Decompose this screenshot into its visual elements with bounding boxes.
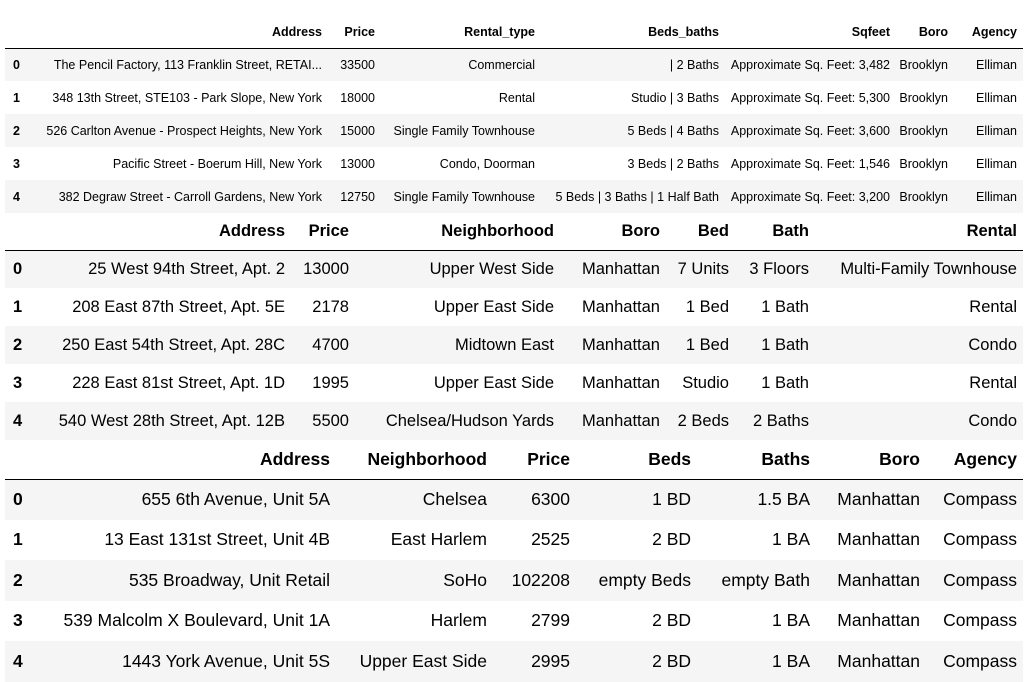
cell-beds-baths: | 2 Baths (669, 57, 719, 72)
cell-bed: 1 Bed (685, 297, 729, 316)
table-row (5, 288, 1023, 326)
cell-address: 526 Carlton Avenue - Prospect Heights, New York (46, 123, 322, 138)
cell-neighborhood: Upper East Side (433, 297, 554, 316)
row-index: 1 (13, 90, 20, 105)
column-header-bath: Bath (735, 214, 815, 250)
cell-boro: Brooklyn (899, 156, 948, 171)
cell-address: 540 West 28th Street, Apt. 12B (58, 411, 285, 430)
cell-bath: 1 Bath (761, 335, 809, 354)
cell-rental-type: Single Family Townhouse (393, 123, 535, 138)
column-header-rental: Rental (815, 214, 1023, 250)
column-header-price: Price (291, 214, 355, 250)
column-header-neighborhood: Neighborhood (355, 214, 560, 250)
cell-bath: 3 Floors (749, 259, 809, 278)
cell-price: 13000 (303, 259, 349, 278)
cell-rental: Multi-Family Townhouse (840, 259, 1017, 278)
cell-price: 6300 (531, 489, 570, 509)
cell-neighborhood: Chelsea (422, 489, 487, 509)
cell-price: 2525 (531, 529, 570, 550)
cell-address: 539 Malcolm X Boulevard, Unit 1A (63, 610, 330, 631)
table-row (5, 326, 1023, 364)
cell-neighborhood: Harlem (430, 610, 487, 631)
cell-neighborhood: SoHo (443, 569, 487, 590)
cell-agency: Compass (943, 650, 1017, 671)
cell-rental-type: Single Family Townhouse (393, 189, 535, 204)
cell-beds: 2 BD (652, 529, 691, 550)
cell-address: The Pencil Factory, 113 Franklin Street, RETAI... (53, 57, 322, 72)
row-index: 4 (13, 411, 23, 430)
table-row (5, 560, 1023, 601)
cell-neighborhood: Upper East Side (433, 373, 554, 392)
table-row (5, 147, 1023, 180)
cell-address: Pacific Street - Boerum Hill, New York (112, 156, 322, 171)
cell-baths: 1 BA (772, 529, 810, 550)
cell-boro: Manhattan (837, 650, 920, 671)
cell-agency: Elliman (976, 156, 1017, 171)
cell-bed: 2 Beds (677, 411, 729, 430)
cell-agency: Elliman (976, 90, 1017, 105)
index-header (5, 441, 35, 479)
cell-price: 12750 (340, 189, 375, 204)
row-index: 1 (13, 529, 23, 550)
cell-agency: Compass (943, 569, 1017, 590)
cell-neighborhood: Upper East Side (359, 650, 487, 671)
cell-bath: 2 Baths (753, 411, 809, 430)
cell-price: 5500 (312, 411, 349, 430)
column-header-agency: Agency (926, 441, 1023, 479)
cell-price: 4700 (312, 335, 349, 354)
column-header-address: Address (27, 16, 328, 48)
cell-price: 2799 (531, 610, 570, 631)
cell-beds: 1 BD (652, 489, 691, 509)
cell-rental-type: Condo, Doorman (439, 156, 535, 171)
cell-price: 1995 (312, 373, 349, 392)
cell-rental-type: Commercial (468, 57, 535, 72)
table-row (5, 250, 1023, 288)
cell-bed: 1 Bed (685, 335, 729, 354)
column-header-price: Price (328, 16, 381, 48)
table-row (5, 81, 1023, 114)
table-row (5, 520, 1023, 561)
column-header-baths: Baths (697, 441, 816, 479)
header-row (5, 441, 1023, 479)
column-header-agency: Agency (954, 16, 1023, 48)
cell-neighborhood: Midtown East (454, 335, 554, 354)
cell-baths: empty Bath (721, 569, 810, 590)
cell-price: 13000 (340, 156, 375, 171)
cell-boro: Manhattan (582, 297, 660, 316)
cell-boro: Manhattan (837, 489, 920, 509)
column-header-price: Price (493, 441, 576, 479)
row-index: 0 (13, 259, 23, 278)
cell-sqfeet: Approximate Sq. Feet: 5,300 (730, 90, 890, 105)
column-header-boro: Boro (896, 16, 954, 48)
cell-agency: Elliman (976, 189, 1017, 204)
column-header-rental-type: Rental_type (381, 16, 541, 48)
dataframe-manhattan-rentals (5, 214, 1023, 440)
row-index: 0 (13, 489, 23, 509)
cell-price: 33500 (340, 57, 375, 72)
cell-boro: Brooklyn (899, 189, 948, 204)
column-header-neighborhood: Neighborhood (336, 441, 493, 479)
column-header-boro: Boro (816, 441, 926, 479)
cell-baths: 1.5 BA (757, 489, 810, 509)
cell-baths: 1 BA (772, 650, 810, 671)
cell-price: 2995 (531, 650, 570, 671)
cell-bed: Studio (682, 373, 729, 392)
cell-baths: 1 BA (772, 610, 810, 631)
dataframe-elliman-brooklyn (5, 16, 1023, 213)
cell-beds-baths: 5 Beds | 3 Baths | 1 Half Bath (555, 189, 719, 204)
table-row (5, 180, 1023, 213)
table-row (5, 641, 1023, 682)
cell-rental: Condo (968, 411, 1017, 430)
header-row (5, 214, 1023, 250)
table-row (5, 364, 1023, 402)
cell-sqfeet: Approximate Sq. Feet: 1,546 (730, 156, 890, 171)
column-header-address: Address (27, 214, 291, 250)
row-index: 3 (13, 156, 20, 171)
column-header-sqfeet: Sqfeet (725, 16, 896, 48)
cell-address: 348 13th Street, STE103 - Park Slope, New York (52, 90, 322, 105)
cell-address: 535 Broadway, Unit Retail (128, 569, 330, 590)
cell-boro: Manhattan (837, 610, 920, 631)
cell-agency: Compass (943, 610, 1017, 631)
cell-boro: Manhattan (582, 411, 660, 430)
cell-bath: 1 Bath (761, 373, 809, 392)
cell-price: 102208 (511, 569, 570, 590)
header-row (5, 16, 1023, 48)
table-row (5, 114, 1023, 147)
row-index: 4 (13, 189, 20, 204)
row-index: 4 (13, 650, 23, 671)
row-index: 2 (13, 569, 23, 590)
column-header-bed: Bed (666, 214, 735, 250)
cell-price: 2178 (312, 297, 349, 316)
cell-boro: Manhattan (837, 529, 920, 550)
cell-boro: Manhattan (582, 259, 660, 278)
column-header-beds-baths: Beds_baths (541, 16, 725, 48)
cell-sqfeet: Approximate Sq. Feet: 3,600 (730, 123, 890, 138)
cell-address: 250 East 54th Street, Apt. 28C (62, 335, 285, 354)
cell-price: 18000 (340, 90, 375, 105)
cell-agency: Compass (943, 529, 1017, 550)
dataframe-compass-manhattan (5, 441, 1023, 682)
cell-rental: Rental (969, 373, 1017, 392)
column-header-beds: Beds (576, 441, 697, 479)
table-row (5, 402, 1023, 440)
cell-price: 15000 (340, 123, 375, 138)
cell-rental: Condo (968, 335, 1017, 354)
cell-beds: 2 BD (652, 650, 691, 671)
cell-address: 25 West 94th Street, Apt. 2 (88, 259, 285, 278)
table-row (5, 601, 1023, 642)
cell-boro: Manhattan (582, 373, 660, 392)
table-row (5, 479, 1023, 520)
cell-rental-type: Rental (498, 90, 535, 105)
cell-boro: Brooklyn (899, 57, 948, 72)
cell-bath: 1 Bath (761, 297, 809, 316)
cell-address: 228 East 81st Street, Apt. 1D (72, 373, 285, 392)
column-header-boro: Boro (560, 214, 666, 250)
row-index: 0 (13, 57, 20, 72)
row-index: 1 (13, 297, 23, 316)
column-header-address: Address (35, 441, 336, 479)
cell-beds-baths: 3 Beds | 2 Baths (627, 156, 719, 171)
cell-boro: Manhattan (582, 335, 660, 354)
cell-sqfeet: Approximate Sq. Feet: 3,200 (730, 189, 890, 204)
cell-rental: Rental (969, 297, 1017, 316)
cell-beds: empty Beds (598, 569, 691, 590)
cell-boro: Brooklyn (899, 90, 948, 105)
table-row (5, 48, 1023, 81)
cell-boro: Manhattan (837, 569, 920, 590)
cell-address: 13 East 131st Street, Unit 4B (104, 529, 330, 550)
row-index: 2 (13, 335, 23, 354)
row-index: 3 (13, 373, 23, 392)
cell-agency: Elliman (976, 123, 1017, 138)
cell-beds: 2 BD (652, 610, 691, 631)
cell-neighborhood: Upper West Side (429, 259, 554, 278)
cell-address: 382 Degraw Street - Carroll Gardens, New York (58, 189, 322, 204)
cell-address: 1443 York Avenue, Unit 5S (122, 650, 330, 671)
cell-agency: Elliman (976, 57, 1017, 72)
cell-beds-baths: Studio | 3 Baths (630, 90, 719, 105)
cell-sqfeet: Approximate Sq. Feet: 3,482 (730, 57, 890, 72)
cell-neighborhood: East Harlem (390, 529, 487, 550)
cell-bed: 7 Units (677, 259, 729, 278)
cell-neighborhood: Chelsea/Hudson Yards (385, 411, 554, 430)
index-header (5, 214, 27, 250)
cell-beds-baths: 5 Beds | 4 Baths (627, 123, 719, 138)
cell-boro: Brooklyn (899, 123, 948, 138)
row-index: 2 (13, 123, 20, 138)
index-header (5, 16, 27, 48)
cell-address: 655 6th Avenue, Unit 5A (141, 489, 330, 509)
cell-address: 208 East 87th Street, Apt. 5E (72, 297, 285, 316)
cell-agency: Compass (943, 489, 1017, 509)
row-index: 3 (13, 610, 23, 631)
